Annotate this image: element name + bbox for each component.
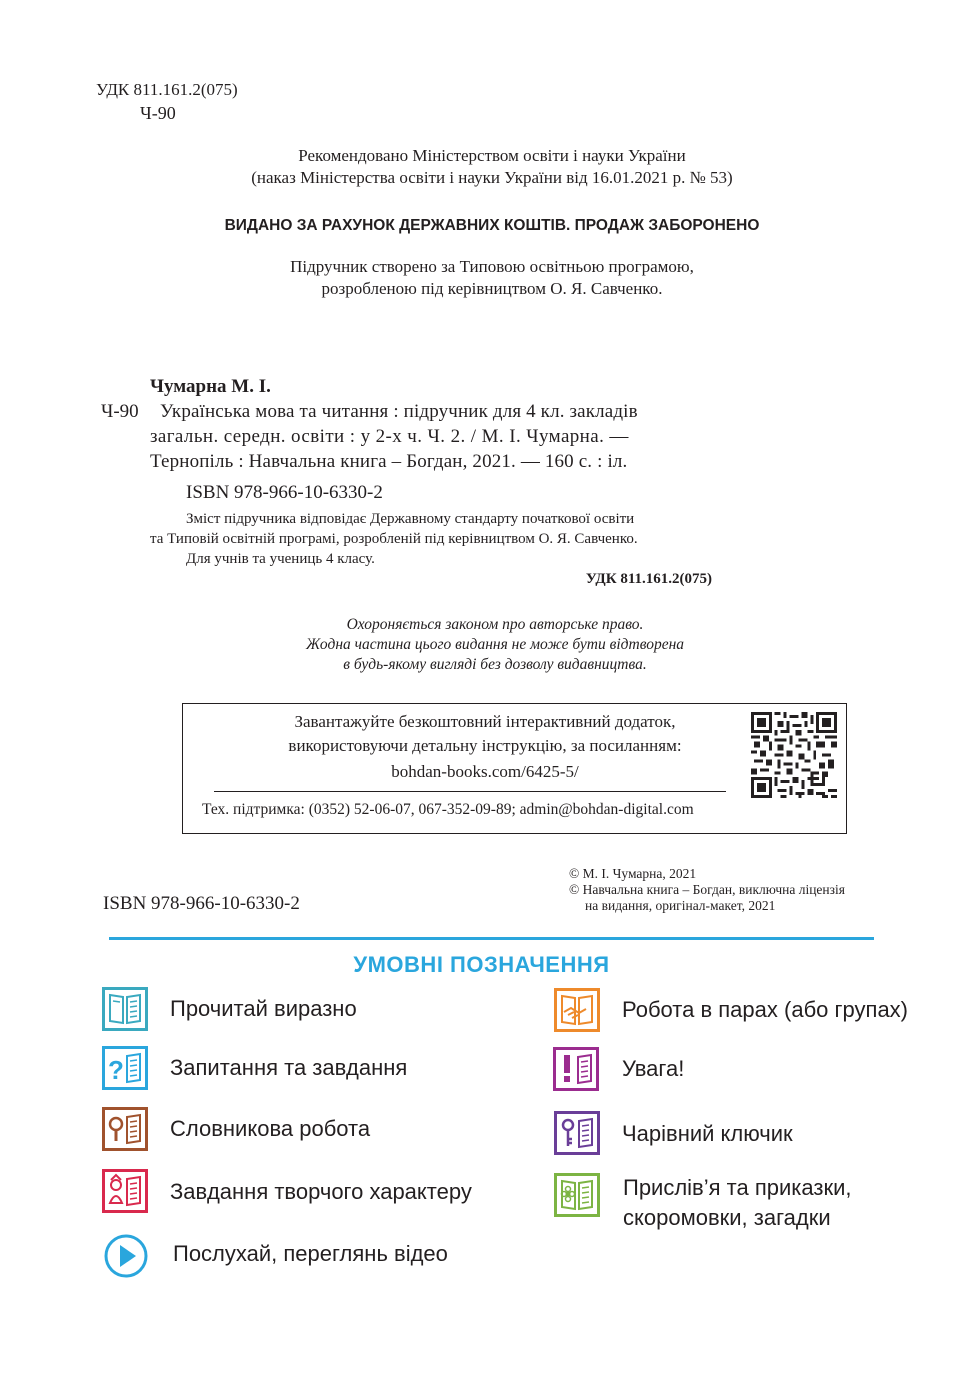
attention-book-icon [553, 1047, 599, 1091]
legend-pairs: Робота в парах (або групах) [622, 997, 908, 1022]
legend-read-aloud: Прочитай виразно [170, 996, 357, 1021]
legend-video: Послухай, переглянь відео [173, 1241, 448, 1266]
code-top: Ч-90 [140, 103, 176, 123]
biblio-udk: УДК 811.161.2(075) [585, 571, 712, 587]
udk-top: УДК 811.161.2(075) [96, 80, 238, 99]
legend-magic-key: Чарівний ключик [622, 1121, 793, 1146]
flower-book-icon [554, 1173, 600, 1217]
legend-proverbs-2: скоромовки, загадки [623, 1205, 831, 1230]
box-divider [214, 791, 726, 792]
question-book-icon [102, 1046, 148, 1090]
copyright-line-2: © Навчальна книга – Богдан, виключна ліцензія [569, 882, 845, 897]
program-line-1: Підручник створено за Типовою освітньою програмою, [290, 257, 694, 276]
summary-line-2: та Типовій освітній програмі, розробленій під керівництвом О. Я. Савченко. [150, 531, 638, 547]
svg-text:?: ? [108, 1055, 124, 1085]
biblio-author: Чумарна М. І. [150, 376, 271, 397]
copyright-notice-3: в будь-якому вигляді без дозволу видавництва. [343, 656, 647, 673]
summary-line-3: Для учнів та учениць 4 класу. [186, 551, 375, 567]
state-funded-notice: ВИДАНО ЗА РАХУНОК ДЕРЖАВНИХ КОШТІВ. ПРОДАЖ ЗАБОРОНЕНО [224, 217, 760, 234]
creative-book-icon [102, 1169, 148, 1213]
copyright-notice-1: Охороняється законом про авторське право. [346, 616, 644, 633]
recommended-line-1: Рекомендовано Міністерством освіти і науки України [298, 146, 686, 165]
biblio-line-2: загальн. середн. освіти : у 2-х ч. Ч. 2. / М. І. Чумарна. — [150, 426, 629, 447]
legend-attention: Увага! [622, 1056, 685, 1081]
qr-code-icon[interactable] [750, 712, 838, 798]
copyright-line-3: на видання, оригінал-макет, 2021 [585, 898, 776, 913]
copyright-notice-2: Жодна частина цього видання не може бути відтворена [305, 636, 685, 653]
read-book-icon [102, 987, 148, 1031]
biblio-isbn: ISBN 978-966-10-6330-2 [186, 482, 383, 503]
legend-vocabulary: Словникова робота [170, 1116, 371, 1141]
legend-questions: Запитання та завдання [170, 1055, 408, 1080]
copyright-line-1: © М. І. Чумарна, 2021 [569, 866, 697, 881]
key-book-icon [554, 1111, 600, 1155]
section-divider [109, 937, 874, 940]
magnifier-book-icon [102, 1107, 148, 1151]
play-icon[interactable] [103, 1233, 149, 1279]
recommended-line-2: (наказ Міністерства освіти і науки України від 16.01.2021 р. № 53) [251, 168, 733, 187]
legend-creative: Завдання творчого характеру [170, 1179, 472, 1204]
biblio-line-3: Тернопіль : Навчальна книга – Богдан, 2021. — 160 с. : іл. [150, 451, 628, 472]
handshake-book-icon [554, 988, 600, 1032]
download-link[interactable]: bohdan-books.com/6425-5/ [391, 762, 579, 781]
download-line-1: Завантажуйте безкоштовний інтерактивний додаток, [294, 712, 676, 731]
legend-proverbs-1: Прислів’я та приказки, [623, 1175, 852, 1200]
program-line-2: розробленою під керівництвом О. Я. Савченко. [321, 279, 663, 298]
biblio-code: Ч-90 [101, 401, 139, 422]
isbn-bottom: ISBN 978-966-10-6330-2 [103, 893, 300, 914]
biblio-line-1: Українська мова та читання : підручник для 4 кл. закладів [160, 401, 638, 422]
tech-support: Тех. підтримка: (0352) 52-06-07, 067-352-09-89; admin@bohdan-digital.com [202, 801, 694, 818]
download-line-2: використовуючи детальну інструкцію, за посиланням: [288, 736, 682, 755]
summary-line-1: Зміст підручника відповідає Державному стандарту початкової освіти [186, 511, 635, 527]
legend-title: УМОВНІ ПОЗНАЧЕННЯ [353, 952, 610, 977]
